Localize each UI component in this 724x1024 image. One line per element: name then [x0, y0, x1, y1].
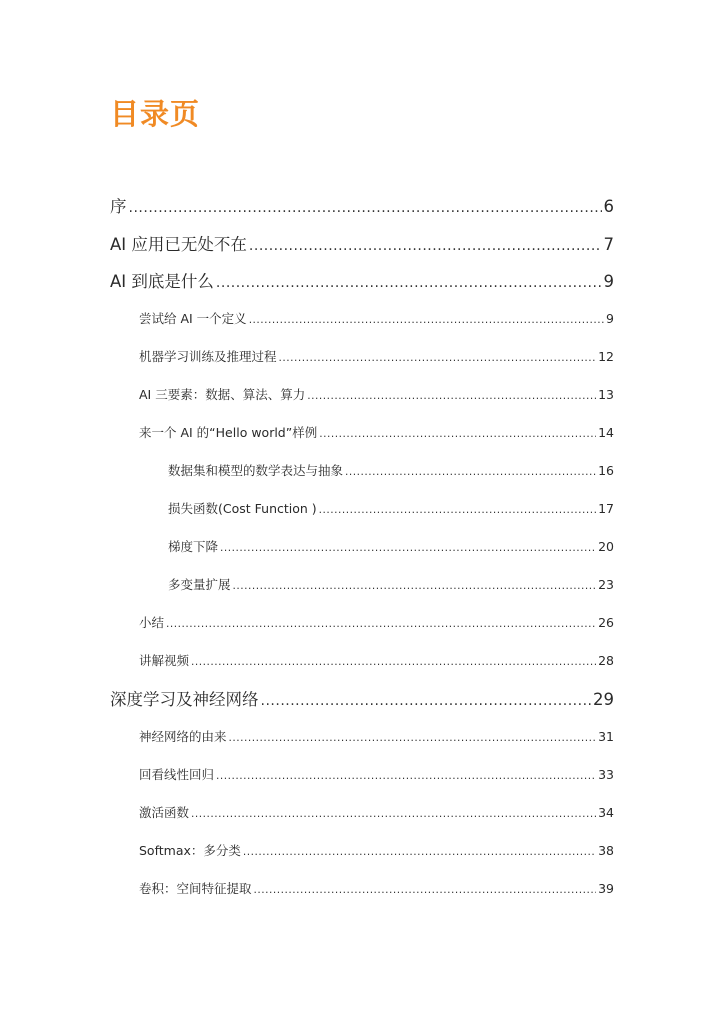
toc-entry[interactable] — [168, 575, 614, 593]
toc-entry-page: 29 — [593, 690, 614, 709]
toc-leader-dots — [191, 655, 596, 668]
toc-entry-page: 33 — [598, 767, 614, 782]
toc-entry-page: 38 — [598, 843, 614, 858]
toc-entry[interactable] — [110, 268, 614, 292]
toc-leader-dots — [249, 238, 602, 254]
toc-entry-page: 9 — [603, 272, 614, 291]
toc-entry[interactable] — [168, 537, 614, 555]
toc-entry-page: 14 — [598, 425, 614, 440]
toc-leader-dots — [216, 769, 596, 782]
toc-entry[interactable] — [139, 385, 614, 403]
toc-entry-title: 多变量扩展 — [168, 577, 231, 592]
toc-entry-title: 梯度下降 — [168, 539, 219, 554]
toc-leader-dots — [233, 579, 597, 592]
toc-entry[interactable] — [139, 423, 614, 441]
toc-entry-title: AI 应用已无处不在 — [110, 235, 247, 254]
toc-entry-page: 16 — [598, 463, 614, 478]
toc-entry[interactable] — [110, 193, 614, 217]
toc-entry[interactable] — [139, 841, 614, 859]
toc-leader-dots — [166, 617, 596, 630]
toc-leader-dots — [279, 351, 597, 364]
toc-entry-page: 26 — [598, 615, 614, 630]
toc-leader-dots — [243, 845, 596, 858]
toc-entry-title: 序 — [110, 197, 127, 216]
toc-entry-title: 来一个 AI 的“Hello world”样例 — [139, 425, 318, 440]
toc-entry-title: 尝试给 AI 一个定义 — [139, 311, 247, 326]
toc-entry[interactable] — [139, 727, 614, 745]
toc-entry[interactable] — [139, 309, 614, 327]
toc-entry-page: 13 — [598, 387, 614, 402]
toc-entry-title: 回看线性回归 — [139, 767, 215, 782]
toc-entry[interactable] — [139, 347, 614, 365]
toc-entry[interactable] — [168, 499, 614, 517]
toc-entry-title: Softmax：多分类 — [139, 843, 241, 858]
toc-entry-page: 12 — [598, 349, 614, 364]
toc-entry[interactable] — [139, 651, 614, 669]
toc-leader-dots — [307, 389, 596, 402]
page-title: 目录页 — [110, 97, 201, 131]
toc-entry[interactable] — [168, 461, 614, 479]
toc-entry-page: 7 — [603, 235, 614, 254]
toc-entry-title: 卷积：空间特征提取 — [139, 881, 252, 896]
toc-leader-dots — [249, 313, 604, 326]
toc-entry-page: 39 — [598, 881, 614, 896]
toc-leader-dots — [191, 807, 596, 820]
toc-entry-page: 17 — [598, 501, 614, 516]
toc-leader-dots — [254, 883, 597, 896]
toc-entry-title: 深度学习及神经网络 — [110, 690, 259, 709]
toc-leader-dots — [345, 465, 596, 478]
toc-entry-page: 9 — [606, 311, 614, 326]
toc-entry-title: 激活函数 — [139, 805, 190, 820]
toc-entry-title: 数据集和模型的数学表达与抽象 — [168, 463, 344, 478]
toc-entry[interactable] — [139, 765, 614, 783]
toc-leader-dots — [319, 503, 596, 516]
toc-leader-dots — [129, 200, 602, 216]
toc-entry[interactable] — [110, 686, 614, 710]
toc-entry-page: 31 — [598, 729, 614, 744]
toc-entry-title: AI 三要素：数据、算法、算力 — [139, 387, 306, 402]
toc-entry-title: 机器学习训练及推理过程 — [139, 349, 277, 364]
toc-entry[interactable] — [139, 803, 614, 821]
toc-leader-dots — [229, 731, 597, 744]
toc-leader-dots — [216, 275, 602, 291]
toc-entry-title: AI 到底是什么 — [110, 272, 214, 291]
toc-entry-page: 34 — [598, 805, 614, 820]
toc-entry-title: 小结 — [139, 615, 165, 630]
toc-entry-title: 讲解视频 — [139, 653, 190, 668]
toc-entry-title: 神经网络的由来 — [139, 729, 227, 744]
toc-entry-page: 28 — [598, 653, 614, 668]
toc-entry-page: 20 — [598, 539, 614, 554]
toc-entry-page: 6 — [603, 197, 614, 216]
toc-leader-dots — [319, 427, 596, 440]
toc-entry[interactable] — [139, 879, 614, 897]
toc-leader-dots — [261, 693, 592, 709]
toc-entry-page: 23 — [598, 577, 614, 592]
toc-entry-title: 损失函数(Cost Function ) — [168, 501, 317, 516]
toc-entry[interactable] — [110, 231, 614, 255]
toc-entry[interactable] — [139, 613, 614, 631]
toc-leader-dots — [220, 541, 596, 554]
